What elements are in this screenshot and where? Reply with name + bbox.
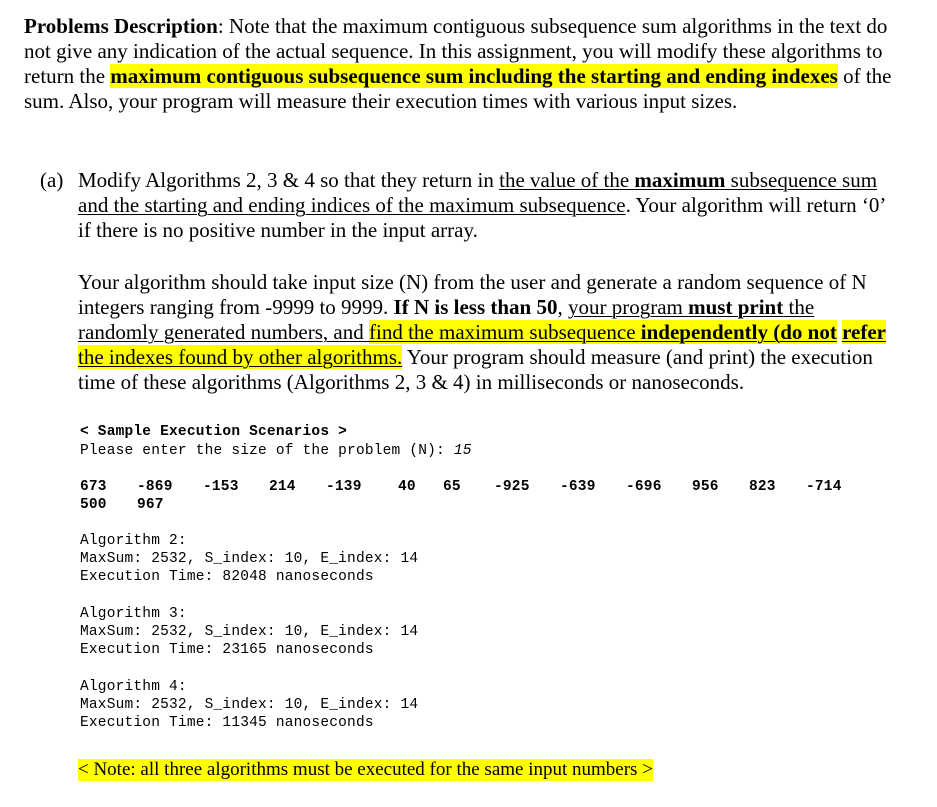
part-a-text-1: Modify Algorithms 2, 3 & 4 so that they return in [78,168,500,192]
prompt-text: Please enter the size of the problem (N): [80,443,454,459]
problem-text-1: : Note that the maximum contiguous subsequence sum algorithms in the text do not give any indication of the actual sequence. In this assignment, you will modify these algorithms to return the [24,14,888,88]
algorithm-3-output [80,605,418,659]
algorithm-result: MaxSum: 2532, S_index: 10, E_index: 14 [80,624,419,640]
part-a-label: (a) [40,168,64,192]
numbers-row-2 [80,496,194,514]
number-value: 967 [137,497,164,513]
req-highlight-1: find the maximum subsequence [369,320,641,344]
req-underline-1: your program [567,295,689,319]
number-value: 40 [398,479,416,495]
number-value: 500 [80,497,107,513]
part-a-underline-bold: maximum [634,168,726,192]
number-value: -139 [326,479,362,495]
number-value: -869 [137,479,173,495]
requirements-paragraph [78,270,898,395]
number-value: 956 [692,479,719,495]
number-value: 65 [443,479,461,495]
problem-heading: Problems Description [24,14,218,38]
req-text-3: Your program should measure (and print) the execution time of these algorithms (Algorithms 2, 3 & 4) in milliseconds or nanoseconds. [78,345,873,394]
prompt-input-value: 15 [453,443,472,459]
number-value: -639 [560,479,596,495]
sample-title: < Sample Execution Scenarios > [80,424,348,440]
note: < Note: all three algorithms must be executed for the same input numbers > [78,759,653,780]
req-highlight-bold: independently (do not [640,320,837,344]
problem-text-2: of the sum. Also, your program will measure their execution times with various input sizes. [24,64,892,113]
req-highlight-refer: refer [842,320,886,344]
number-value: 214 [269,479,296,495]
algorithm-result: MaxSum: 2532, S_index: 10, E_index: 14 [80,551,419,567]
number-value: -153 [203,479,239,495]
algorithm-result: MaxSum: 2532, S_index: 10, E_index: 14 [80,697,419,713]
req-highlight-2: the indexes found by other algorithms. [78,345,403,369]
problem-description [24,14,904,114]
req-underline-2: the randomly generated numbers, and [78,295,815,344]
part-a-underline-1: the value of the [499,168,635,192]
number-value: 823 [749,479,776,495]
algorithm-time: Execution Time: 82048 nanoseconds [80,569,374,585]
number-value: -714 [806,479,842,495]
algorithm-name: Algorithm 2: [80,533,187,549]
part-a [40,168,900,243]
algorithm-4-output [80,678,418,732]
req-text-1: Your algorithm should take input size (N) from the user and generate a random sequence of N integers ranging from -9999 to 9999. [78,270,867,319]
part-a-text-2: . Your algorithm will return ‘0’ if there is no positive number in the input array. [78,193,885,242]
number-value: 673 [80,479,107,495]
number-value: -696 [626,479,662,495]
algorithm-time: Execution Time: 11345 nanoseconds [80,715,374,731]
numbers-row-1 [80,478,866,496]
algorithm-2-output [80,532,418,586]
input-prompt [80,442,472,460]
algorithm-name: Algorithm 3: [80,606,187,622]
req-bold-2: must print [688,295,784,319]
req-text-2: , [557,295,568,319]
highlight-requirement: maximum contiguous subsequence sum including the starting and ending indexes [110,64,838,88]
number-value: -925 [494,479,530,495]
part-a-underline-2: subsequence sum and the starting and ending indices of the maximum subsequence [78,168,878,217]
req-bold-1: If N is less than 50 [393,295,558,319]
algorithm-time: Execution Time: 23165 nanoseconds [80,642,374,658]
part-a-body [78,168,900,243]
algorithm-name: Algorithm 4: [80,679,187,695]
